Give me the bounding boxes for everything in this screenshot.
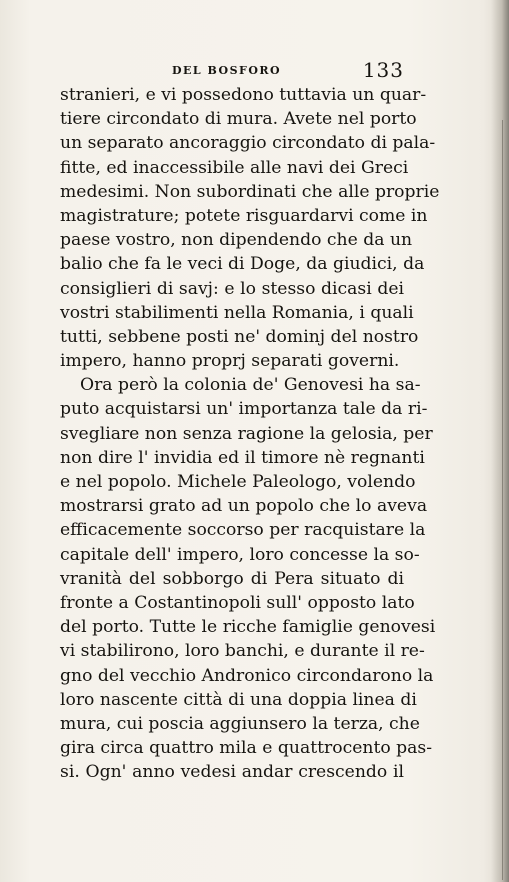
page-number: 133 [362, 58, 404, 82]
text-line: mura, cui poscia aggiunsero la terza, che [60, 713, 420, 734]
text-line: magistrature; potete risguardarvi come in [60, 205, 428, 226]
text-line: Ora però la colonia de' Genovesi ha sa- [80, 375, 421, 396]
text-line: vi stabilirono, loro banchi, e durante il re- [60, 641, 425, 662]
text-line: mostrarsi grato ad un popolo che lo aveva [60, 496, 428, 517]
text-line: e nel popolo. Michele Paleologo, volendo [60, 472, 416, 492]
text-line: impero, hanno proprj separati governi. [60, 351, 400, 372]
text-line: fitte, ed inaccessibile alle navi dei Greci [60, 157, 409, 178]
body-text [60, 83, 440, 784]
text-line: svegliare non senza ragione la gelosia, per [60, 423, 433, 444]
text-line: si. Ogn' anno vedesi andar crescendo il [60, 762, 404, 783]
running-head: DEL BOSFORO [172, 64, 282, 77]
text-line: efficacemente soccorso per racquistare la [60, 520, 426, 541]
text-line: stranieri, e vi possedono tuttavia un quar- [60, 85, 427, 105]
text-line: gno del vecchio Andronico circondarono la [60, 665, 434, 686]
text-line: paese vostro, non dipendendo che da un [60, 230, 413, 251]
page-edge-line [502, 120, 503, 880]
text-line: tutti, sebbene posti ne' dominj del nostro [60, 326, 419, 347]
text-line: del porto. Tutte le ricche famiglie genovesi [60, 617, 436, 638]
text-line: capitale dell' impero, loro concesse la so- [60, 544, 420, 565]
page-edge-shadow [491, 0, 509, 882]
text-line: tiere circondato di mura. Avete nel porto [60, 109, 417, 130]
paragraph-1 [60, 83, 440, 373]
text-line: consiglieri di savj: e lo stesso dicasi dei [60, 278, 404, 299]
text-line: fronte a Costantinopoli sull' opposto lato [60, 592, 415, 613]
text-line: gira circa quattro mila e quattrocento pas- [60, 738, 433, 759]
text-line: medesimi. Non subordinati che alle proprie [60, 181, 440, 202]
text-line: un separato ancoraggio circondato di pala- [60, 133, 436, 154]
text-line: vranità del sobborgo di Pera situato di [60, 568, 404, 589]
text-line: balio che fa le veci di Doge, da giudici, da [60, 254, 425, 275]
text-line: non dire l' invidia ed il timore nè regnanti [60, 447, 425, 468]
paragraph-2 [60, 373, 436, 784]
text-line: loro nascente città di una doppia linea di [60, 689, 417, 710]
text-line: vostri stabilimenti nella Romania, i quali [60, 302, 414, 323]
text-line: puto acquistarsi un' importanza tale da ri- [60, 399, 428, 420]
